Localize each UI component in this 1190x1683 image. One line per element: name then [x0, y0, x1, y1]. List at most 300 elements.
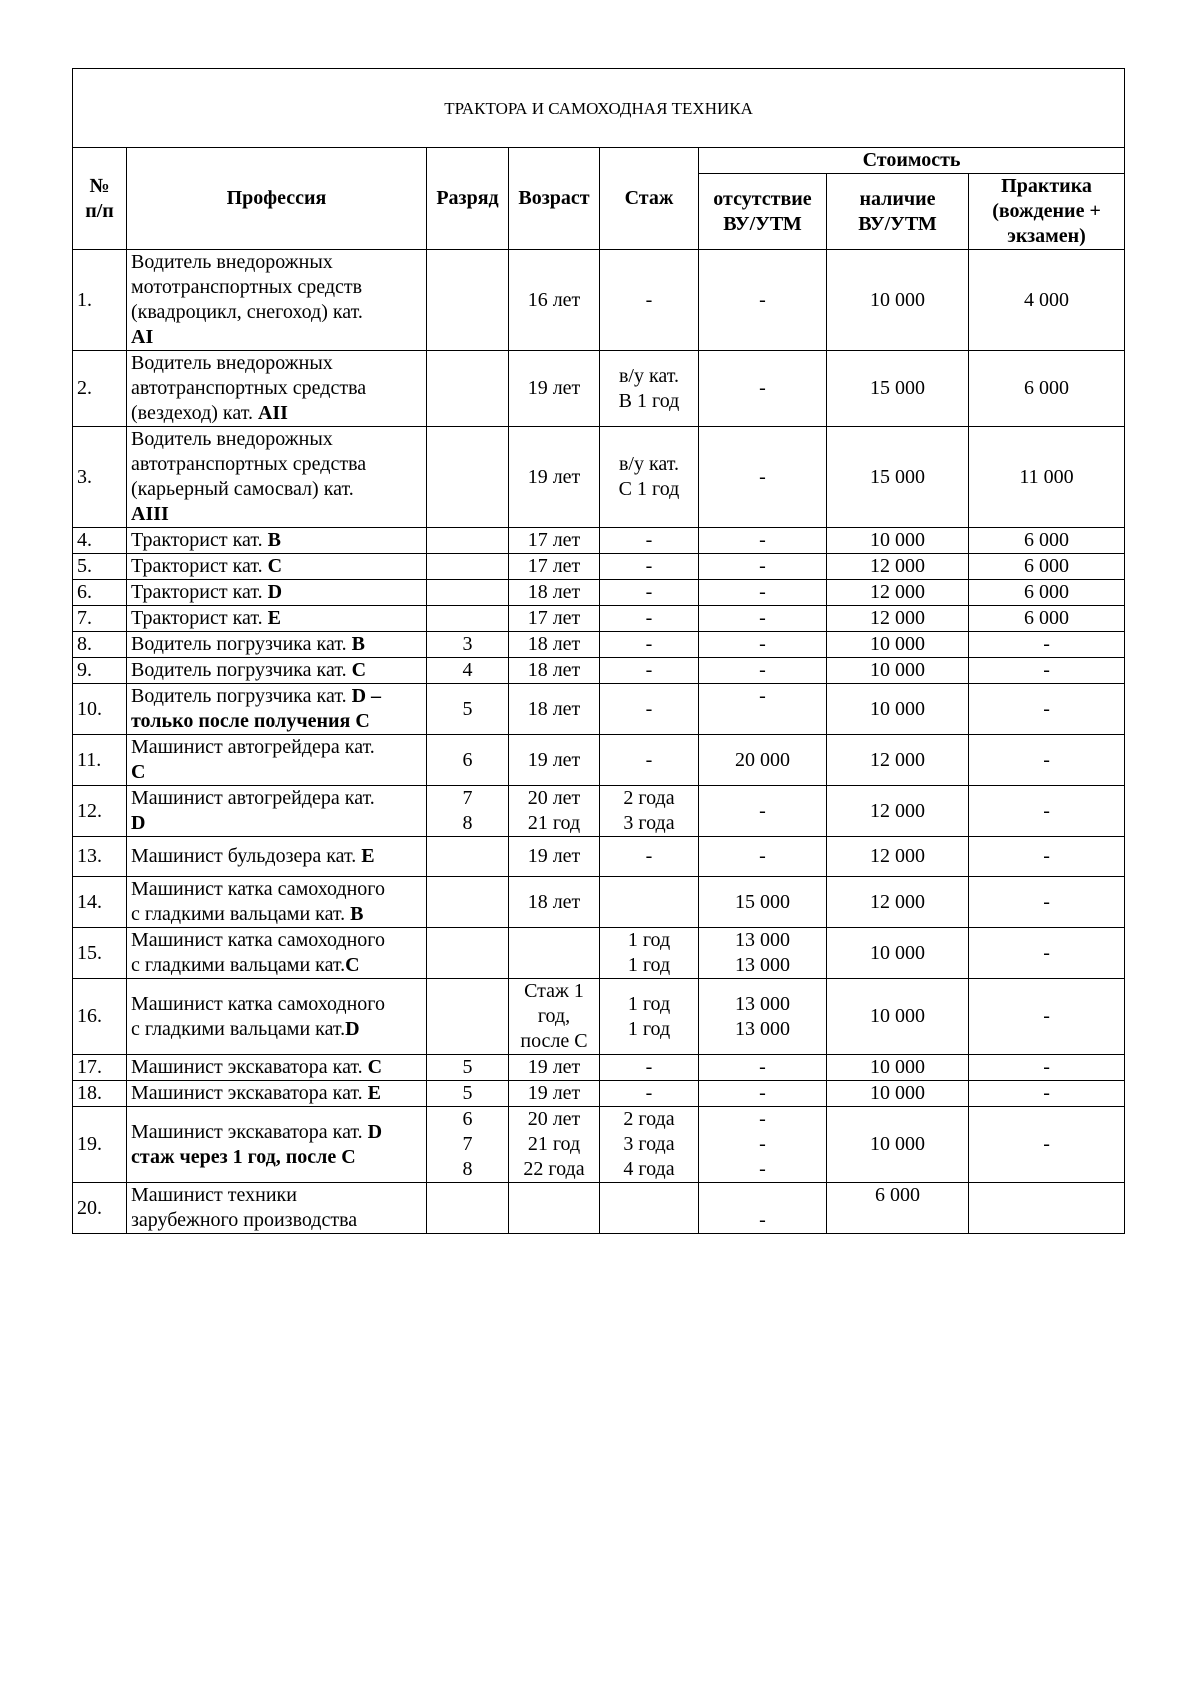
profession-line — [131, 786, 422, 811]
cost-practice-value: 6 000 — [1024, 607, 1070, 629]
cost-no-license-cell — [699, 735, 827, 786]
category-label: D — [131, 812, 146, 834]
profession-text: Машинист экскаватора кат. — [131, 1082, 368, 1104]
age-cell — [509, 632, 600, 658]
profession-line — [131, 928, 422, 953]
profession-cell — [127, 786, 427, 837]
experience-value: в/у кат. — [618, 364, 679, 387]
cost-practice-cell — [969, 1107, 1125, 1183]
experience-cell — [600, 250, 699, 351]
profession-text: Машинист катка самоходного — [131, 992, 385, 1015]
profession-line — [131, 1145, 422, 1170]
cost-practice-cell — [969, 786, 1125, 837]
category-label: только после получения C — [131, 710, 370, 732]
cost-with-license-cell — [827, 928, 969, 979]
row-number: 14. — [73, 877, 127, 928]
category-label: E — [267, 607, 281, 629]
header-profession: Профессия — [127, 148, 427, 250]
cost-no-license-cell — [699, 1183, 827, 1234]
grade-cell — [427, 928, 509, 979]
profession-line — [131, 684, 422, 709]
age-value: 16 лет — [527, 288, 581, 311]
grade-cell — [427, 554, 509, 580]
cost-no-license-value: - — [759, 555, 766, 577]
experience-cell — [600, 735, 699, 786]
row-number: 17. — [73, 1055, 127, 1081]
experience-cell — [600, 1183, 699, 1234]
table-row — [73, 528, 1125, 554]
cost-no-license-cell — [699, 684, 827, 735]
profession-text: Водитель внедорожных — [131, 251, 333, 273]
header-grade: Разряд — [427, 148, 509, 250]
age-cell — [509, 580, 600, 606]
cost-practice-value: - — [1043, 890, 1050, 913]
row-number: 16. — [73, 979, 127, 1055]
cost-practice-value: 11 000 — [1019, 465, 1074, 488]
cost-with-license-cell — [827, 1055, 969, 1081]
profession-text: Машинист катка самоходного — [131, 929, 385, 951]
profession-line — [131, 735, 422, 760]
profession-cell — [127, 1107, 427, 1183]
profession-text: Машинист экскаватора кат. — [131, 1120, 368, 1143]
category-label: стаж через 1 год, после C — [131, 1145, 356, 1168]
cost-no-license-value: - — [759, 1082, 766, 1104]
cost-with-license-cell — [827, 580, 969, 606]
cost-practice-value: - — [1043, 1133, 1050, 1155]
age-value: 19 лет — [527, 377, 581, 399]
row-number: 18. — [73, 1081, 127, 1107]
grade-value: 3 — [462, 633, 473, 655]
category-label: D — [367, 1120, 383, 1143]
profession-cell — [127, 580, 427, 606]
age-value: 18 лет — [527, 633, 581, 655]
age-value: 17 лет — [527, 529, 581, 551]
cost-with-license-cell — [827, 877, 969, 928]
cost-practice-value: - — [1043, 1005, 1050, 1027]
grade-value: 6 — [462, 748, 473, 771]
cost-no-license-cell — [699, 580, 827, 606]
cost-no-license-value: - — [759, 581, 766, 603]
row-number: 20. — [73, 1183, 127, 1234]
experience-value: В 1 год — [618, 389, 680, 412]
table-row — [73, 786, 1125, 837]
age-value: 17 лет — [527, 607, 581, 629]
cost-practice-value: - — [1043, 941, 1050, 964]
cost-with-license-cell — [827, 1183, 969, 1234]
cost-practice-value: - — [1043, 697, 1050, 720]
category-label: E — [367, 1082, 382, 1104]
profession-text: Водитель внедорожных — [131, 352, 333, 374]
cost-no-license-cell — [699, 528, 827, 554]
experience-value: 2 года — [623, 1108, 675, 1130]
cost-practice-value: - — [1043, 1056, 1050, 1078]
profession-line — [131, 477, 422, 502]
age-cell — [509, 684, 600, 735]
profession-line — [131, 376, 422, 401]
profession-line — [131, 554, 422, 579]
cost-no-license-value: 13 000 — [735, 1017, 790, 1040]
grade-cell — [427, 427, 509, 528]
table-row — [73, 250, 1125, 351]
experience-value: - — [645, 555, 653, 577]
age-cell — [509, 1055, 600, 1081]
experience-value: 1 год — [627, 992, 671, 1015]
profession-line — [131, 1183, 422, 1208]
cost-practice-cell — [969, 837, 1125, 877]
cost-with-license-value: 15 000 — [870, 465, 925, 488]
profession-line — [131, 992, 422, 1017]
cost-with-license-value: 10 000 — [870, 697, 925, 720]
cost-with-license-cell — [827, 528, 969, 554]
category-label: AI — [131, 326, 154, 348]
experience-cell — [600, 1055, 699, 1081]
experience-cell — [600, 554, 699, 580]
age-cell — [509, 250, 600, 351]
profession-line — [131, 1017, 422, 1042]
age-cell — [509, 606, 600, 632]
category-label: D – — [351, 685, 382, 707]
category-label: C — [367, 1056, 383, 1078]
profession-line — [131, 844, 422, 869]
table-row — [73, 837, 1125, 877]
experience-value: - — [645, 659, 653, 681]
table-row — [73, 1081, 1125, 1107]
category-label: B — [267, 529, 281, 551]
cost-no-license-value: - — [759, 1108, 766, 1130]
grade-cell — [427, 658, 509, 684]
header-num — [73, 148, 127, 250]
cost-with-license-cell — [827, 684, 969, 735]
grade-cell — [427, 735, 509, 786]
experience-value: С 1 год — [618, 478, 680, 500]
profession-line — [131, 606, 422, 631]
profession-line — [131, 528, 422, 553]
row-number: 6. — [73, 580, 127, 606]
cost-no-license-cell — [699, 1055, 827, 1081]
cost-no-license-value: 13 000 — [735, 992, 790, 1015]
cost-practice-value: - — [1043, 659, 1050, 681]
header-cost-with-license — [827, 174, 969, 250]
profession-text: зарубежного производства — [131, 1209, 358, 1231]
age-value: 20 лет — [527, 787, 581, 809]
cost-with-license-value: 10 000 — [870, 1082, 925, 1104]
profession-text: (квадроцикл, снегоход) кат. — [131, 301, 363, 323]
header-num-line: № — [89, 174, 110, 197]
cost-with-license-value: 10 000 — [870, 633, 925, 655]
cost-no-license-value: - — [759, 607, 766, 629]
profession-line — [131, 580, 422, 605]
table-row — [73, 928, 1125, 979]
row-number: 9. — [73, 658, 127, 684]
profession-line — [131, 709, 422, 734]
experience-value: 3 года — [623, 812, 675, 834]
age-cell — [509, 1107, 600, 1183]
cost-no-license-cell — [699, 877, 827, 928]
experience-cell — [600, 786, 699, 837]
cost-no-license-value: - — [759, 845, 766, 867]
cost-practice-cell — [969, 684, 1125, 735]
row-number: 12. — [73, 786, 127, 837]
profession-cell — [127, 684, 427, 735]
cost-with-license-cell — [827, 1107, 969, 1183]
experience-value: - — [645, 697, 653, 720]
experience-value: 1 год — [627, 954, 671, 976]
profession-cell — [127, 351, 427, 427]
table-row — [73, 606, 1125, 632]
age-cell — [509, 979, 600, 1055]
cost-with-license-value: 15 000 — [870, 377, 925, 399]
profession-text: Машинист автогрейдера кат. — [131, 736, 375, 758]
cost-with-license-cell — [827, 979, 969, 1055]
category-label: D — [267, 581, 283, 603]
profession-line — [131, 902, 422, 927]
profession-line — [131, 300, 422, 325]
profession-line — [131, 452, 422, 477]
cost-with-license-cell — [827, 427, 969, 528]
profession-text: (карьерный самосвал) кат. — [131, 478, 354, 500]
cost-practice-cell — [969, 658, 1125, 684]
grade-value: 5 — [462, 1082, 473, 1104]
cost-practice-cell — [969, 928, 1125, 979]
header-line: ВУ/УТМ — [723, 212, 802, 235]
experience-value: - — [645, 607, 653, 629]
grade-cell — [427, 632, 509, 658]
age-value: 19 лет — [527, 1056, 581, 1078]
grade-cell — [427, 1183, 509, 1234]
profession-line — [131, 1208, 422, 1233]
category-label: AII — [257, 402, 288, 424]
cost-no-license-value: - — [759, 1158, 766, 1180]
cost-with-license-cell — [827, 632, 969, 658]
profession-text: Водитель погрузчика кат. — [131, 633, 352, 655]
cost-practice-value: - — [1043, 633, 1050, 655]
profession-text: Тракторист кат. — [131, 607, 268, 629]
profession-cell — [127, 1081, 427, 1107]
experience-value: - — [645, 633, 653, 655]
category-label: B — [350, 903, 364, 925]
grade-value: 7 — [462, 1133, 473, 1155]
cost-no-license-cell — [699, 554, 827, 580]
row-number: 5. — [73, 554, 127, 580]
experience-cell — [600, 606, 699, 632]
profession-text: с гладкими вальцами кат. — [131, 1017, 346, 1040]
grade-cell — [427, 837, 509, 877]
cost-no-license-value: - — [759, 377, 766, 399]
age-cell — [509, 928, 600, 979]
cost-practice-cell — [969, 528, 1125, 554]
cost-practice-cell — [969, 632, 1125, 658]
grade-value: 7 — [462, 787, 473, 809]
profession-cell — [127, 250, 427, 351]
header-cost-no-license — [699, 174, 827, 250]
cost-with-license-value: 12 000 — [870, 555, 925, 577]
experience-value: - — [645, 288, 653, 311]
profession-line — [131, 632, 422, 657]
table-row — [73, 580, 1125, 606]
age-value: 19 лет — [527, 1082, 581, 1104]
cost-with-license-value: 6 000 — [875, 1184, 920, 1206]
profession-text: Машинист автогрейдера кат. — [131, 787, 375, 809]
cost-no-license-cell — [699, 928, 827, 979]
cost-with-license-cell — [827, 250, 969, 351]
grade-value: 4 — [462, 659, 473, 681]
category-label: AIII — [131, 503, 169, 525]
cost-no-license-value: 13 000 — [735, 929, 790, 951]
profession-text: Тракторист кат. — [131, 555, 268, 577]
cost-no-license-cell — [699, 250, 827, 351]
header-line: (вождение + — [992, 200, 1101, 222]
cost-practice-value: 6 000 — [1024, 555, 1070, 577]
experience-cell — [600, 528, 699, 554]
row-number: 1. — [73, 250, 127, 351]
profession-text: (вездеход) кат. — [131, 402, 258, 424]
profession-line — [131, 1081, 422, 1106]
age-value: Стаж 1 — [524, 980, 584, 1002]
grade-value: 5 — [462, 1056, 473, 1078]
profession-line — [131, 811, 422, 836]
profession-line — [131, 658, 422, 683]
cost-practice-cell — [969, 250, 1125, 351]
experience-cell — [600, 427, 699, 528]
cost-with-license-cell — [827, 786, 969, 837]
category-label: C — [131, 761, 146, 783]
age-value: 21 год — [527, 1133, 581, 1155]
profession-cell — [127, 427, 427, 528]
experience-cell — [600, 837, 699, 877]
cost-no-license-cell — [699, 351, 827, 427]
profession-text: Тракторист кат. — [131, 529, 268, 551]
profession-line — [131, 325, 422, 350]
profession-text: Водитель погрузчика кат. — [131, 685, 352, 707]
cost-practice-cell — [969, 1055, 1125, 1081]
cost-no-license-value: - — [759, 799, 766, 822]
profession-line — [131, 1055, 422, 1080]
category-label: E — [361, 845, 375, 867]
profession-line — [131, 351, 422, 376]
age-cell — [509, 554, 600, 580]
age-value: 18 лет — [527, 659, 581, 681]
cost-with-license-value: 10 000 — [870, 659, 925, 681]
profession-cell — [127, 1055, 427, 1081]
profession-line — [131, 877, 422, 902]
experience-value: 4 года — [623, 1158, 675, 1180]
cost-with-license-value: 10 000 — [870, 1056, 925, 1078]
age-value: 19 лет — [527, 465, 581, 488]
profession-line — [131, 760, 422, 785]
experience-value: - — [645, 748, 653, 771]
profession-line — [131, 427, 422, 452]
profession-text: с гладкими вальцами кат. — [131, 903, 351, 925]
experience-value: 1 год — [627, 1017, 671, 1040]
header-line: экзамен) — [1007, 225, 1086, 247]
experience-value: в/у кат. — [618, 453, 679, 475]
cost-no-license-value: 13 000 — [735, 954, 790, 976]
profession-text: Машинист катка самоходного — [131, 878, 385, 900]
table-row — [73, 1055, 1125, 1081]
profession-cell — [127, 606, 427, 632]
table-row — [73, 979, 1125, 1055]
grade-cell — [427, 606, 509, 632]
header-age: Возраст — [509, 148, 600, 250]
grade-cell — [427, 1107, 509, 1183]
cost-with-license-value: 12 000 — [870, 607, 925, 629]
profession-text: Машинист экскаватора кат. — [131, 1056, 368, 1078]
experience-value: - — [645, 845, 653, 867]
experience-cell — [600, 1081, 699, 1107]
cost-with-license-value: 12 000 — [870, 890, 925, 913]
cost-no-license-value: - — [759, 1209, 766, 1231]
cost-practice-cell — [969, 554, 1125, 580]
experience-value: 3 года — [623, 1133, 675, 1155]
age-value: 19 лет — [527, 845, 581, 867]
cost-practice-cell — [969, 427, 1125, 528]
cost-no-license-value: - — [759, 529, 766, 551]
header-num-line: п/п — [85, 199, 114, 222]
header-line: Практика — [1001, 175, 1092, 197]
row-number: 15. — [73, 928, 127, 979]
table-row — [73, 427, 1125, 528]
cost-practice-value: 6 000 — [1024, 377, 1070, 399]
row-number: 19. — [73, 1107, 127, 1183]
cost-no-license-cell — [699, 786, 827, 837]
table-row — [73, 632, 1125, 658]
profession-cell — [127, 877, 427, 928]
profession-text: мототранспортных средств — [131, 276, 363, 298]
age-value: 21 год — [527, 812, 581, 834]
cost-with-license-cell — [827, 351, 969, 427]
cost-with-license-value: 10 000 — [870, 529, 925, 551]
experience-value: 2 года — [623, 787, 675, 809]
profession-cell — [127, 837, 427, 877]
cost-no-license-value: - — [759, 685, 766, 707]
header-experience: Стаж — [600, 148, 699, 250]
cost-with-license-cell — [827, 837, 969, 877]
profession-cell — [127, 658, 427, 684]
age-value: 18 лет — [527, 697, 581, 720]
grade-value: 8 — [462, 1158, 473, 1180]
row-number: 8. — [73, 632, 127, 658]
price-table — [72, 68, 1125, 1234]
experience-cell — [600, 632, 699, 658]
row-number: 2. — [73, 351, 127, 427]
grade-cell — [427, 1081, 509, 1107]
grade-cell — [427, 250, 509, 351]
cost-practice-value: 4 000 — [1024, 288, 1070, 311]
cost-practice-value: 6 000 — [1024, 581, 1070, 603]
age-cell — [509, 351, 600, 427]
experience-cell — [600, 580, 699, 606]
cost-practice-cell — [969, 351, 1125, 427]
experience-cell — [600, 351, 699, 427]
profession-cell — [127, 528, 427, 554]
cost-no-license-cell — [699, 632, 827, 658]
age-cell — [509, 786, 600, 837]
cost-practice-value: - — [1043, 799, 1050, 822]
cost-no-license-cell — [699, 606, 827, 632]
table-row — [73, 658, 1125, 684]
header-line: наличие — [859, 187, 936, 210]
age-cell — [509, 1081, 600, 1107]
grade-value: 6 — [462, 1108, 473, 1130]
profession-cell — [127, 1183, 427, 1234]
grade-cell — [427, 1055, 509, 1081]
cost-with-license-cell — [827, 658, 969, 684]
header-cost-practice — [969, 174, 1125, 250]
cost-no-license-cell — [699, 979, 827, 1055]
grade-cell — [427, 877, 509, 928]
cost-practice-value: - — [1043, 845, 1050, 867]
category-label: B — [351, 633, 365, 655]
